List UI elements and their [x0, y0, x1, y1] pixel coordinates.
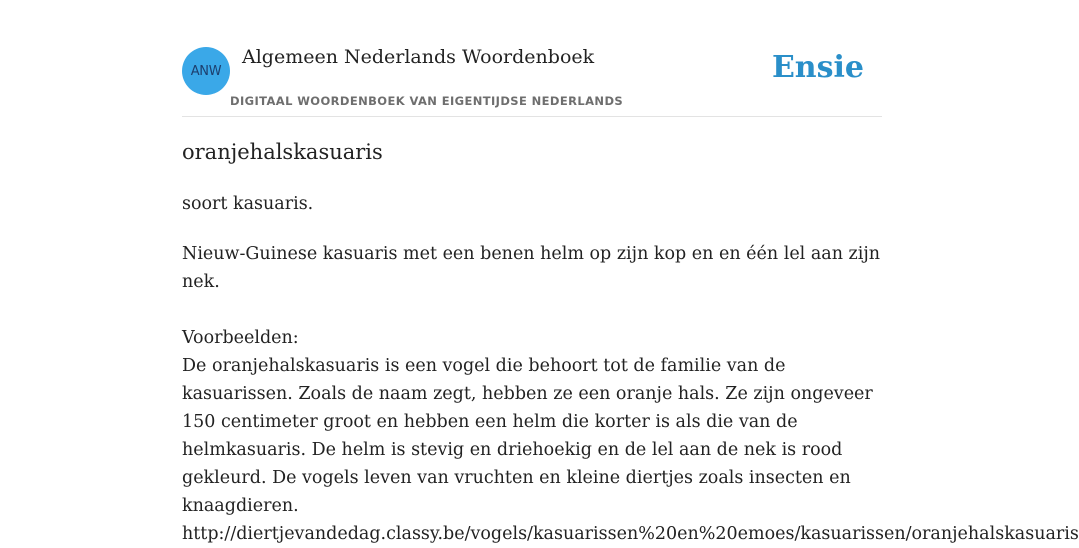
entry-body [182, 240, 1079, 548]
example-source-link[interactable]: http://diertjevandedag.classy.be/vogels/kasuarissen%20en%20emoes/kasuarissen/oranjehalskasuaris [182, 524, 1079, 544]
anw-logo[interactable] [182, 47, 230, 95]
ensie-brand-link[interactable]: Ensie [771, 50, 864, 85]
example-text: De oranjehalskasuaris is een vogel die behoort tot de familie van de kasuarissen. Zoals de naam zegt, hebben ze een oranje hals. Ze zijn ongeveer 150 centimeter groot en hebben een helm die korter is als die van de helmkasuaris. De helm is stevig en driehoekig en de lel aan de nek is rood gekleurd. De vogels leven van vruchten en kleine diertjes zoals insecten en knaagdieren. [182, 356, 873, 516]
entry-description: Nieuw-Guinese kasuaris met een benen helm op zijn kop en en één lel aan zijn nek. [182, 244, 881, 292]
site-subtitle: DIGITAAL WOORDENBOEK VAN EIGENTIJDSE NEDERLANDS [230, 94, 624, 108]
short-definition: soort kasuaris. [182, 194, 314, 214]
site-title[interactable]: Algemeen Nederlands Woordenboek [242, 46, 595, 68]
site-header [182, 40, 882, 117]
logo-text: ANW [190, 63, 222, 79]
examples-label: Voorbeelden: [182, 328, 299, 348]
entry-title: oranjehalskasuaris [182, 140, 383, 164]
